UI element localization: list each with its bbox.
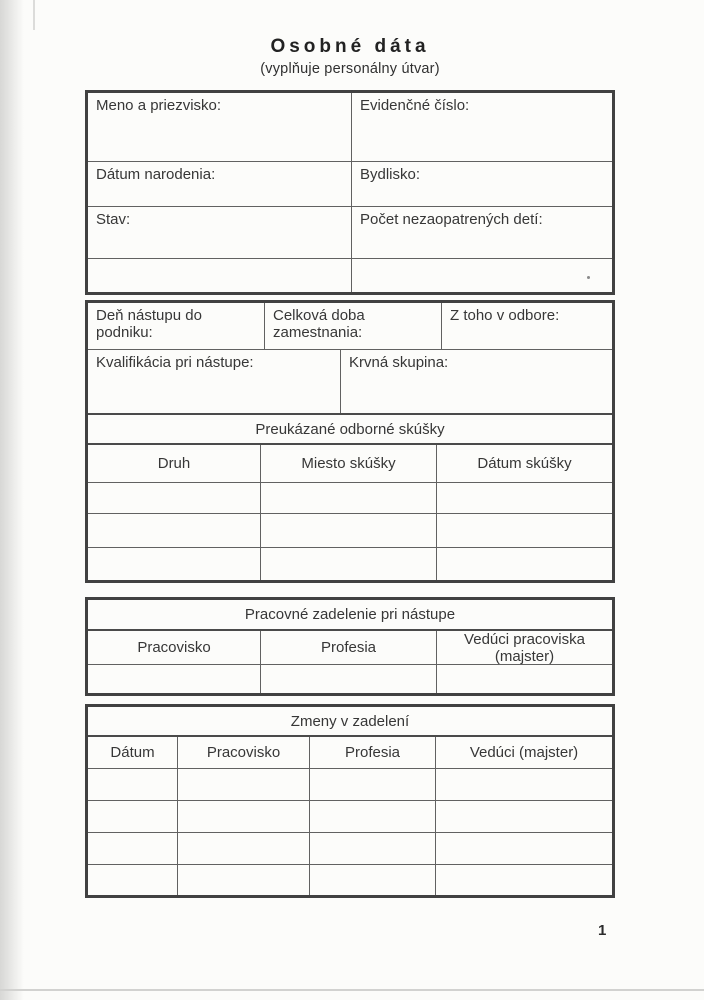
empty-cell [435, 769, 612, 800]
empty-table-row [88, 482, 612, 513]
empty-cell [436, 483, 612, 513]
section-title: Zmeny v zadelení [290, 712, 410, 730]
empty-cell [260, 548, 436, 580]
table-row [88, 206, 612, 258]
field-label: Stav: [96, 211, 131, 228]
empty-cell [435, 801, 612, 832]
field-label: Meno a priezvisko: [96, 97, 222, 114]
field-label: Evidenčné číslo: [360, 97, 470, 114]
changes-table [85, 704, 615, 898]
cell-den-nastupu [88, 303, 264, 349]
empty-cell [260, 665, 436, 693]
scan-artifact-line [33, 0, 35, 30]
page-number: 1 [598, 922, 607, 939]
empty-cell [177, 833, 309, 864]
section-title: Pracovné zadelenie pri nástupe [244, 606, 456, 623]
empty-cell [260, 514, 436, 547]
empty-cell [435, 865, 612, 895]
column-header-miesto-skusky [260, 445, 436, 482]
cell-bydlisko [351, 162, 612, 206]
field-label: Celková doba zamestnania: [273, 307, 365, 341]
scan-bottom-edge [0, 989, 704, 991]
column-label: Dátum skúšky [477, 455, 572, 472]
column-header-row [88, 629, 612, 664]
column-header-row [88, 735, 612, 768]
scan-edge-shadow [0, 0, 24, 1000]
empty-cell [88, 865, 177, 895]
empty-cell [260, 483, 436, 513]
empty-cell [88, 665, 260, 693]
column-header-pracovisko [177, 737, 309, 768]
field-label: Bydlisko: [360, 166, 421, 183]
empty-table-row [88, 768, 612, 800]
field-label: Dátum narodenia: [96, 166, 216, 183]
empty-cell [177, 769, 309, 800]
personal-data-table [85, 90, 615, 295]
empty-cell [88, 514, 260, 547]
empty-cell [436, 548, 612, 580]
column-header-veduci-pracoviska [436, 631, 612, 664]
cell-evidencne-cislo [351, 93, 612, 161]
empty-cell [88, 833, 177, 864]
column-header-datum [88, 737, 177, 768]
empty-cell [177, 801, 309, 832]
empty-cell [435, 833, 612, 864]
empty-table-row [88, 513, 612, 547]
column-label: Pracovisko [206, 744, 281, 761]
empty-table-row [88, 800, 612, 832]
column-label: Dátum [110, 744, 155, 761]
cell-meno-a-priezvisko [88, 93, 351, 161]
section-title: Preukázané odborné skúšky [255, 420, 445, 438]
employment-table [85, 300, 615, 583]
cell-pocet-deti [351, 207, 612, 258]
cell-datum-narodenia [88, 162, 351, 206]
field-label: Z toho v odbore: [450, 307, 560, 324]
empty-cell [436, 665, 612, 693]
empty-cell [88, 548, 260, 580]
column-header-veduci [435, 737, 612, 768]
table-row [88, 258, 612, 292]
empty-cell [88, 769, 177, 800]
empty-cell [309, 865, 435, 895]
column-label: Profesia [344, 744, 401, 761]
page-subtitle: (vyplňuje personálny útvar) [260, 61, 440, 77]
column-label: Vedúci pracoviska (majster) [464, 631, 585, 664]
field-label: Počet nezaopatrených detí: [360, 211, 543, 228]
table-row [88, 303, 612, 349]
cell-kvalifikacia [88, 350, 340, 413]
column-header-datum-skusky [436, 445, 612, 482]
cell-celkova-doba [264, 303, 441, 349]
column-header-profesia [309, 737, 435, 768]
empty-cell [177, 865, 309, 895]
field-label: Deň nástupu do podniku: [96, 307, 202, 341]
empty-cell [436, 514, 612, 547]
column-label: Miesto skúšky [301, 455, 396, 472]
assignment-table [85, 597, 615, 696]
empty-table-row [88, 547, 612, 580]
section-title-row [88, 600, 612, 629]
empty-cell [88, 483, 260, 513]
empty-cell [309, 801, 435, 832]
field-label: Krvná skupina: [349, 354, 449, 371]
page-title: Osobné dáta [270, 36, 430, 57]
section-title-row [88, 413, 612, 443]
form-header [85, 36, 615, 77]
table-row [88, 93, 612, 161]
field-label: Kvalifikácia pri nástupe: [96, 354, 254, 371]
column-label: Profesia [320, 639, 377, 656]
column-header-row [88, 443, 612, 482]
column-header-druh [88, 445, 260, 482]
empty-cell [88, 259, 351, 292]
empty-cell [88, 801, 177, 832]
column-header-pracovisko [88, 631, 260, 664]
cell-krvna-skupina [340, 350, 612, 413]
table-row [88, 161, 612, 206]
table-row [88, 349, 612, 413]
column-label: Pracovisko [137, 639, 211, 656]
column-label: Druh [157, 455, 191, 472]
empty-table-row [88, 864, 612, 895]
section-title-row [88, 707, 612, 735]
empty-cell [351, 259, 612, 292]
cell-stav [88, 207, 351, 258]
cell-z-toho-v-odbore [441, 303, 612, 349]
column-header-profesia [260, 631, 436, 664]
empty-cell [309, 769, 435, 800]
empty-table-row [88, 832, 612, 864]
column-label: Vedúci (majster) [469, 744, 579, 761]
empty-cell [309, 833, 435, 864]
empty-table-row [88, 664, 612, 693]
